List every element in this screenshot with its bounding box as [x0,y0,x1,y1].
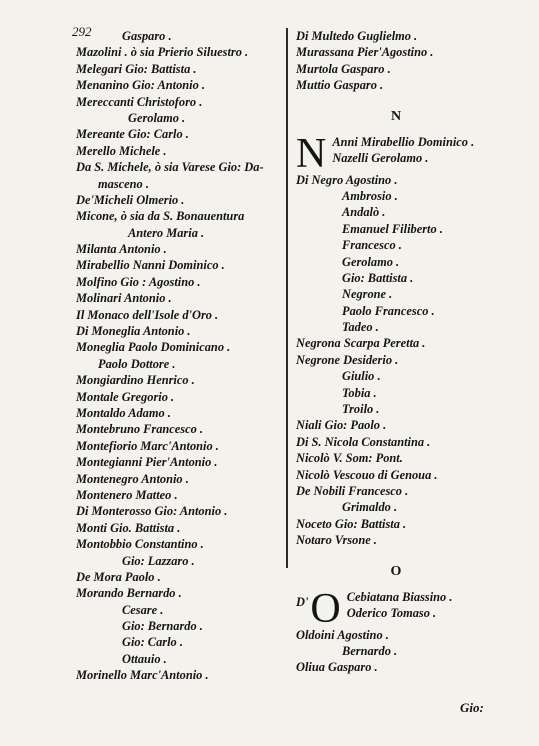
list-item: Moneglia Paolo Dominicano . [76,340,231,355]
list-item: Gasparo . [122,29,172,43]
list-item: Gio: Bernardo . [122,619,203,634]
list-item: Montaldo Adamo . [76,405,171,420]
column-rule [286,28,288,568]
list-item: Mereante Gio: Carlo . [76,127,189,142]
list-item: Gio: Battista . [342,270,414,285]
section-o-opening [296,589,496,627]
list-item: Menanino Gio: Antonio . [76,78,205,93]
list-item: Montale Gregorio . [76,389,175,404]
list-item: Molinari Antonio . [76,291,172,306]
list-item: Francesco . [342,238,402,253]
list-item: Negrone . [342,287,393,302]
list-item: Di Negro Agostino . [296,172,398,187]
drop-cap-n: N [296,133,327,172]
list-item: Monti Gio. Battista . [76,520,181,535]
list-item: Di Multedo Guglielmo . [296,29,418,43]
page-number: 292 [72,24,92,39]
list-item: Paolo Francesco . [342,303,435,318]
list-item: Montefiorio Marc'Antonio . [76,438,219,453]
list-item: Di Moneglia Antonio . [76,324,191,339]
list-item: Gerolamo . [128,110,186,125]
list-item: Montegianni Pier'Antonio . [76,455,218,470]
list-item: Mazolini . ò sia Prierio Siluestro . [76,45,249,60]
list-item: Gio: Carlo . [122,635,183,650]
list-item: Niali Gio: Paolo . [296,418,387,433]
list-item: Tobia . [342,385,377,400]
list-item: Mirabellio Nanni Dominico . [76,258,225,273]
prefix-d: D' [296,594,309,609]
list-item: Emanuel Filiberto . [342,221,443,236]
list-item: Troilo . [342,402,380,417]
list-item: masceno . [98,176,149,191]
list-item: Montebruno Francesco . [76,422,204,437]
list-item: Montobbio Constantino . [76,537,204,552]
list-item: Morinello Marc'Antonio . [76,668,209,683]
list-item: Oderico Tomaso . [346,605,437,620]
list-item: Murassana Pier'Agostino . [296,45,434,60]
drop-cap-o: O [310,588,341,627]
list-item: Bernardo . [342,643,398,658]
list-item: Ambrosio . [342,188,398,203]
list-item: De Nobili Francesco . [296,483,409,498]
list-item: Cesare . [122,602,164,617]
section-n-entries [296,172,496,549]
list-item: Molfino Gio : Agostino . [76,274,201,289]
right-column [296,28,496,676]
right-column-top-entries [296,28,496,94]
list-item: Da S. Michele, ò sia Varese Gio: Da- [76,160,264,175]
list-item: Di Monterosso Gio: Antonio . [76,504,228,519]
list-item: Anni Mirabellio Dominico . [332,134,475,149]
list-item: Andalò . [342,205,386,220]
list-item: Gio: Lazzaro . [122,553,195,568]
list-item: Notaro Vrsone . [296,533,377,548]
list-item: De'Micheli Olmerio . [76,192,185,207]
list-item: Mongiardino Henrico . [76,373,195,388]
list-item: Giulio . [342,369,381,384]
list-item: Noceto Gio: Battista . [296,516,407,531]
list-item: Muttio Gasparo . [296,78,384,93]
list-item: Negrone Desiderio . [296,352,399,367]
list-item: Gerolamo . [342,254,400,269]
list-item: Oliua Gasparo . [296,660,378,675]
list-item: Melegari Gio: Battista . [76,61,197,76]
list-item: Grimaldo . [342,500,398,515]
catchword: Gio: [460,700,484,715]
left-column [76,28,281,684]
list-item: Tadeo . [342,320,379,335]
list-item: Il Monaco dell'Isole d'Oro . [76,307,219,322]
list-item: Cebiatana Biassino . [346,589,453,604]
list-item: Nicolò Vescouo di Genoua . [296,467,438,482]
section-o-entries [296,627,496,676]
list-item: Milanta Antonio . [76,242,167,257]
list-item: Di S. Nicola Constantina . [296,434,431,449]
list-item: Morando Bernardo . [76,586,182,601]
list-item: Ottauio . [122,651,167,666]
list-item: Oldoini Agostino . [296,627,389,642]
list-item: Nicolò V. Som: Pont. [296,451,403,466]
list-item: Paolo Dottore . [98,356,176,371]
list-item: Micone, ò sia da S. Bonauentura [76,209,245,224]
list-item: Merello Michele . [76,143,167,158]
list-item: Montenero Matteo . [76,487,178,502]
section-heading-n: N [390,108,402,124]
list-item: De Mora Paolo . [76,569,161,584]
list-item: Antero Maria . [128,225,205,240]
list-item: Mereccanti Christoforo . [76,94,203,109]
list-item: Murtola Gasparo . [296,61,391,76]
section-heading-o: O [390,563,402,579]
list-item: Nazelli Gerolamo . [332,150,429,165]
list-item: Negrona Scarpa Peretta . [296,336,426,351]
list-item: Montenegro Antonio . [76,471,189,486]
section-n-opening [296,134,496,172]
